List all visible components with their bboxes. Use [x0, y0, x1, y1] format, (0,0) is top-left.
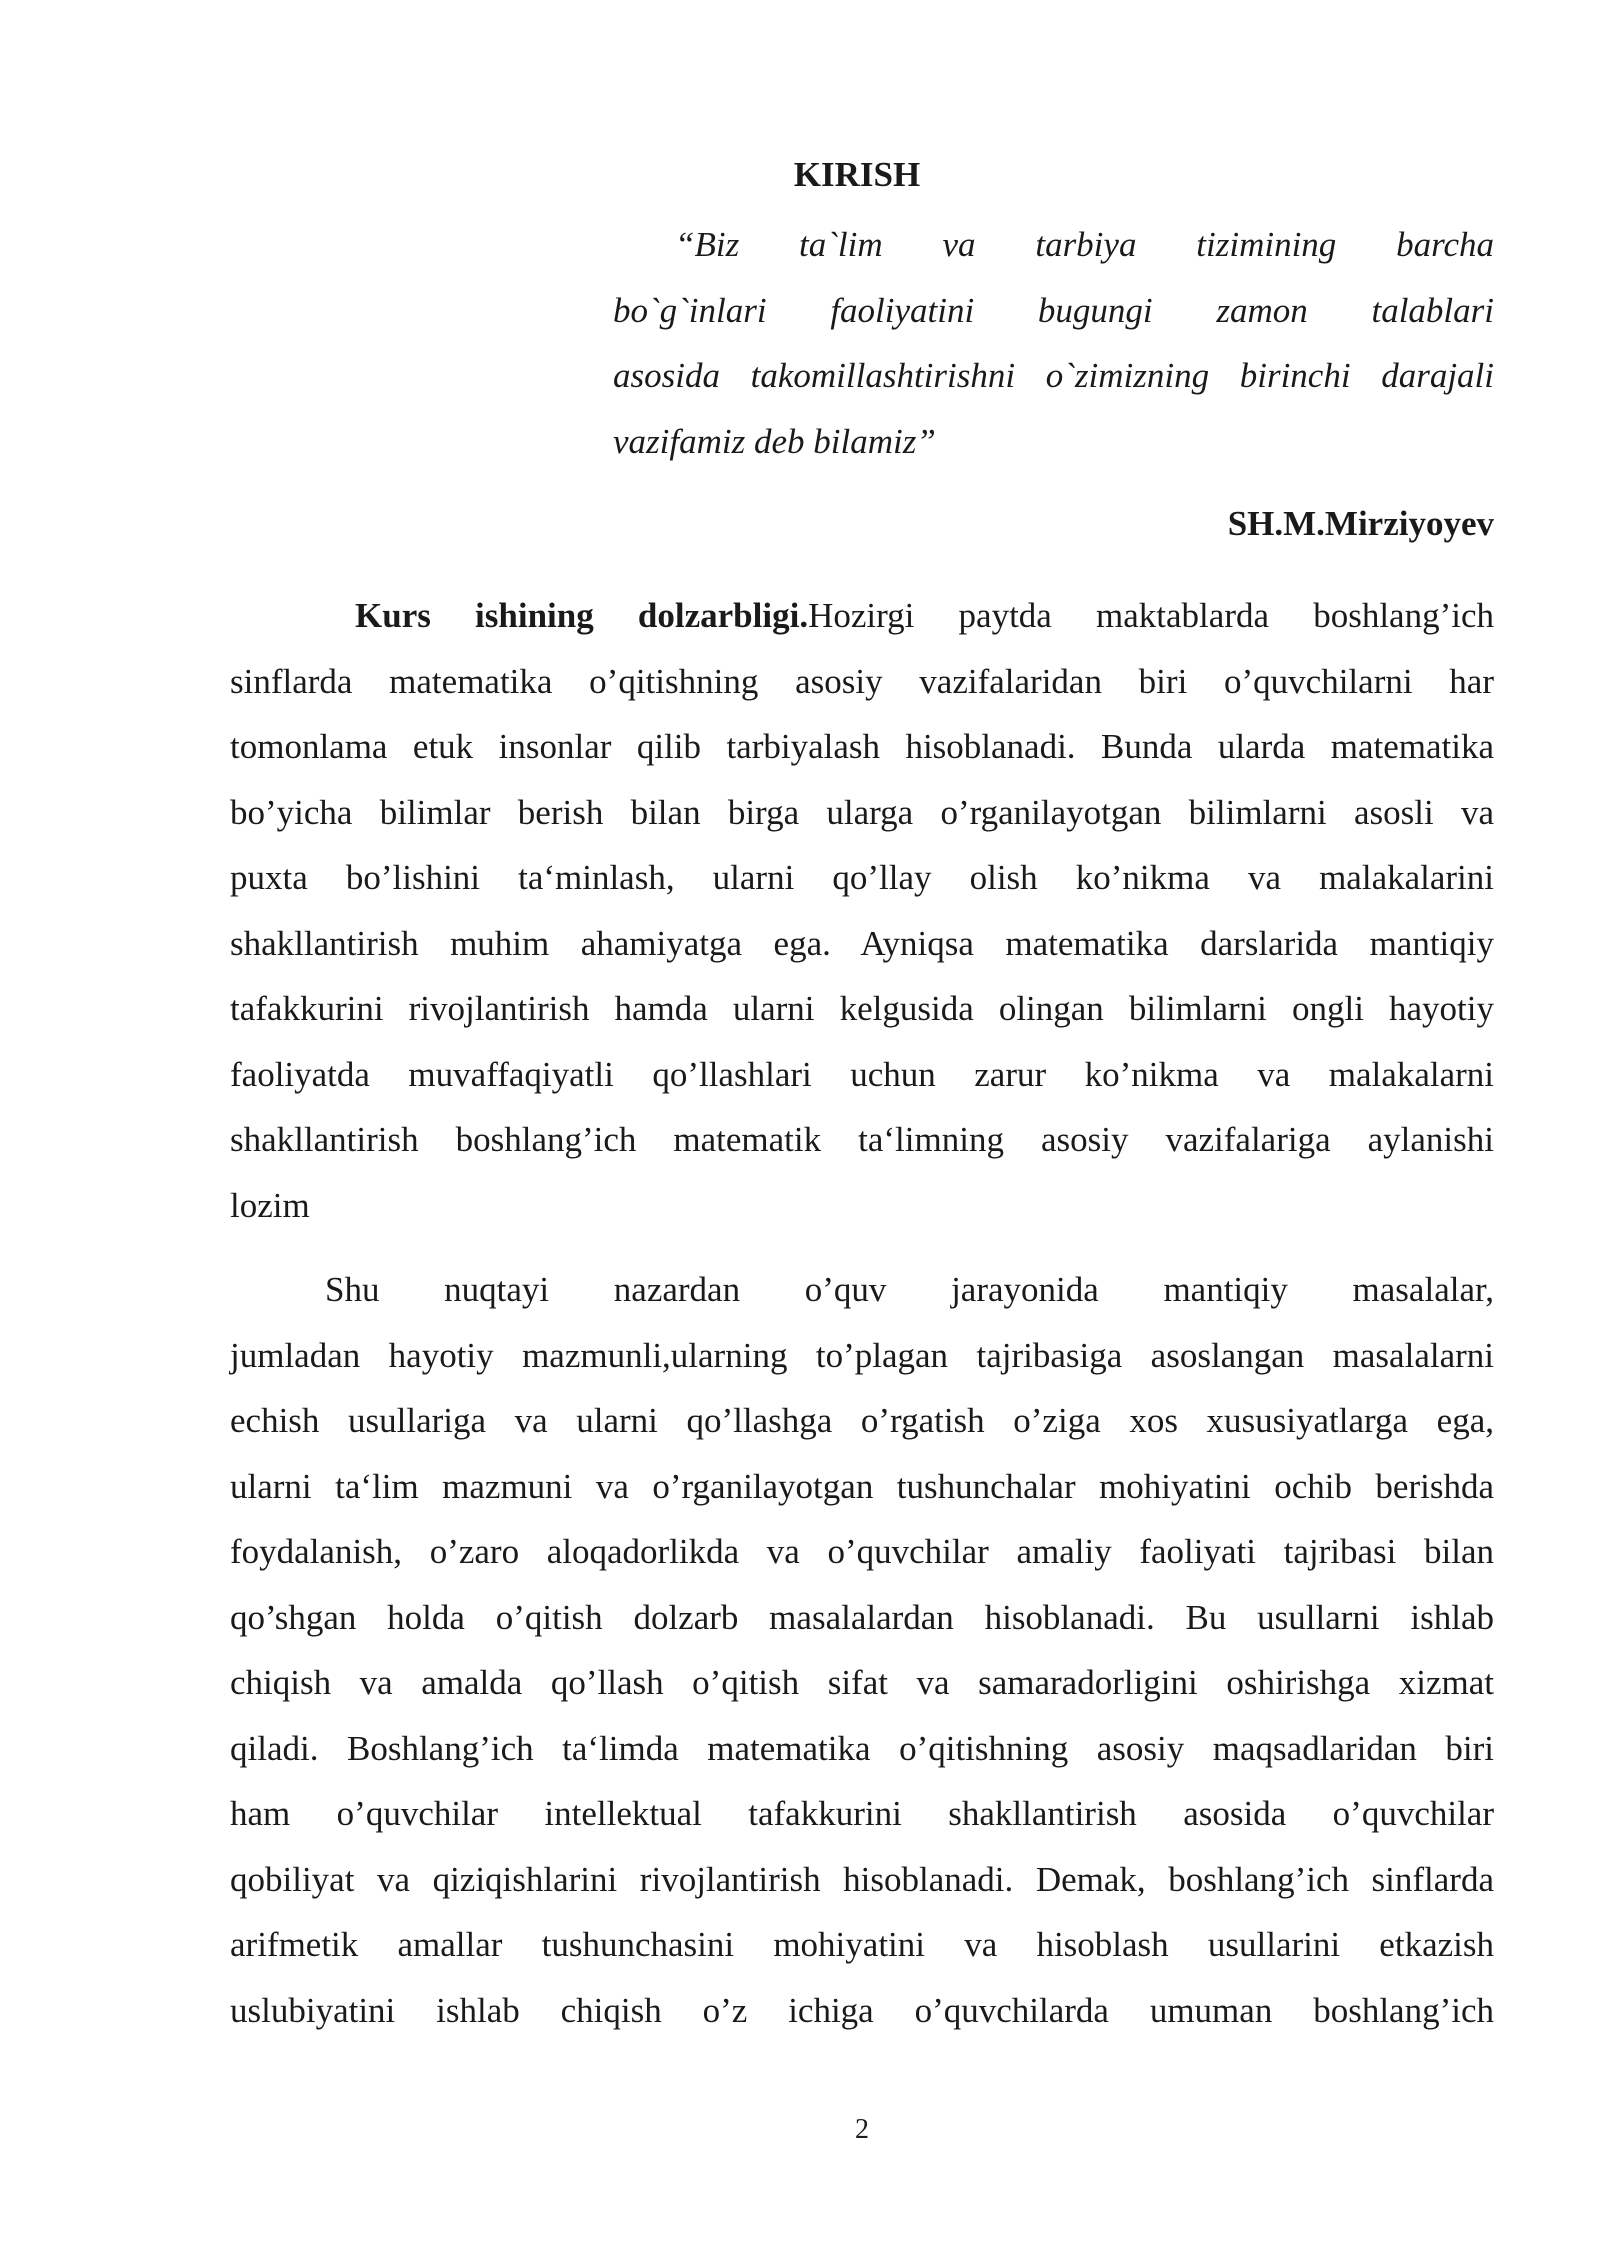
paragraph-line: shakllantirish muhim ahamiyatga ega. Ayniqsa matematika darslarida mantiqiy — [230, 923, 1494, 963]
epigraph-quote — [613, 212, 1494, 474]
paragraph-line: chiqish va amalda qo’llash o’qitish sifat va samaradorligini oshirishga xizmat — [230, 1663, 1494, 1702]
paragraph-line: arifmetik amallar tushunchasini mohiyatini va hisoblash usullarini etkazish — [230, 1925, 1494, 1964]
paragraph-line: echish usullariga va ularni qo’llashga o’rgatish o’ziga xos xususiyatlarga ega, — [230, 1401, 1494, 1440]
paragraph-line: shakllantirish boshlang’ich matematik ta‘limning asosiy vazifalariga aylanishi — [230, 1120, 1494, 1159]
page-title — [230, 152, 1494, 198]
epigraph-line: asosida takomillashtirishni o`zimizning birinchi darajali — [613, 356, 1494, 395]
paragraph-line: bo’yicha bilimlar berish bilan birga ularga o’rganilayotgan bilimlarni asosli va — [230, 792, 1494, 832]
paragraph-line: qo’shgan holda o’qitish dolzarb masalalardan hisoblanadi. Bu usullarni ishlab — [230, 1597, 1494, 1637]
paragraph-line: qobiliyat va qiziqishlarini rivojlantirish hisoblanadi. Demak, boshlang’ich sinflarda — [230, 1859, 1494, 1899]
epigraph-author: SH.M.Mirziyoyev — [1227, 504, 1494, 543]
paragraph-line: foydalanish, o’zaro aloqadorlikda va o’quvchilar amaliy faoliyati tajribasi bilan — [230, 1532, 1494, 1571]
paragraph-first-line — [230, 583, 1494, 649]
paragraph-text: Hozirgi paytda maktablarda boshlang’ich — [808, 596, 1494, 635]
paragraph-line: tafakkurini rivojlantirish hamda ularni kelgusida olingan bilimlarni ongli hayotiy — [230, 989, 1494, 1028]
paragraph-line: ularni ta‘lim mazmuni va o’rganilayotgan tushunchalar mohiyatini ochib berishda — [230, 1466, 1494, 1506]
paragraph-line: uslubiyatini ishlab chiqish o’z ichiga o’quvchilarda umuman boshlang’ich — [230, 1990, 1494, 2030]
paragraph-line: tomonlama etuk insonlar qilib tarbiyalash hisoblanadi. Bunda ularda matematika — [230, 727, 1494, 766]
page-number: 2 — [855, 2114, 869, 2145]
paragraph-line: qiladi. Boshlang’ich ta‘limda matematika o’qitishning asosiy maqsadlaridan biri — [230, 1728, 1494, 1768]
epigraph-line: “Biz ta`lim va tarbiya tizimining barcha — [675, 225, 1494, 264]
paragraph-line: puxta bo’lishini ta‘minlash, ularni qo’llay olish ko’nikma va malakalarini — [230, 858, 1494, 897]
section-lead-title: Kurs ishining dolzarbligi. — [355, 596, 809, 635]
paragraph-first-line: Shu nuqtayi nazardan o’quv jarayonida mantiqiy masalalar, — [325, 1270, 1494, 1309]
paragraph-line: faoliyatda muvaffaqiyatli qo’llashlari uchun zarur ko’nikma va malakalarni — [230, 1054, 1494, 1094]
document-page — [230, 0, 1494, 2262]
epigraph-line: vazifamiz deb bilamiz” — [613, 421, 936, 461]
epigraph-line: bo`g`inlari faoliyatini bugungi zamon talablari — [613, 290, 1494, 330]
paragraph-line: sinflarda matematika o’qitishning asosiy vazifalaridan biri o’quvchilarni har — [230, 661, 1494, 701]
heading-text: KIRISH — [793, 155, 921, 194]
paragraph-relevance — [230, 583, 1494, 1238]
paragraph-body — [230, 1257, 1494, 2043]
paragraph-line: lozim — [230, 1185, 310, 1225]
paragraph-line: ham o’quvchilar intellektual tafakkurini shakllantirish asosida o’quvchilar — [230, 1794, 1494, 1833]
paragraph-line: jumladan hayotiy mazmunli,ularning to’plagan tajribasiga asoslangan masalalarni — [230, 1335, 1494, 1375]
